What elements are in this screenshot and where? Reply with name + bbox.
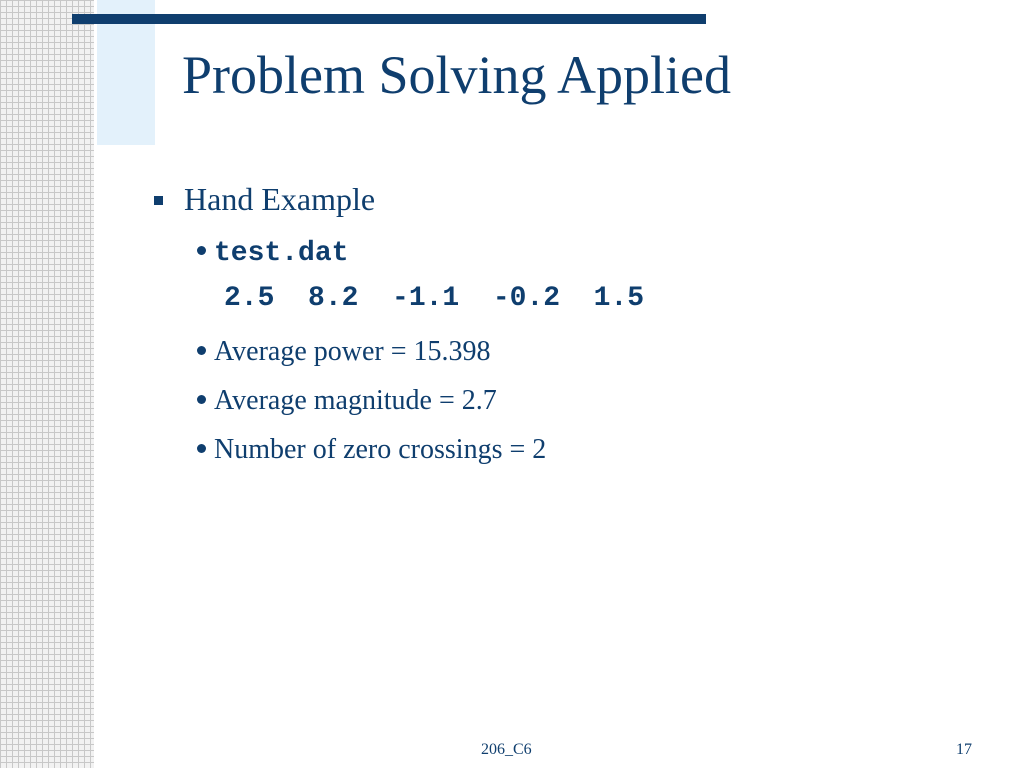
sub-bullet-average-power xyxy=(197,336,491,368)
dot-bullet-icon xyxy=(197,395,206,404)
title-bar xyxy=(72,14,706,24)
sub-bullet-zero-crossings xyxy=(197,434,546,466)
footer-label: 206_C6 xyxy=(481,741,532,758)
dot-bullet-icon xyxy=(197,444,206,453)
dot-bullet-icon xyxy=(197,346,206,355)
slide-title: Problem Solving Applied xyxy=(182,45,732,105)
sub-bullet-average-magnitude xyxy=(197,385,497,417)
result-text: Average magnitude = 2.7 xyxy=(214,385,497,416)
result-text: Average power = 15.398 xyxy=(214,336,491,367)
grid-pattern-strip xyxy=(0,0,94,768)
file-name: test.dat xyxy=(214,238,349,269)
square-bullet-icon xyxy=(154,196,163,205)
sub-bullet-file-name xyxy=(197,236,348,269)
bullet-text: Hand Example xyxy=(184,181,376,217)
page-number: 17 xyxy=(956,741,972,758)
bullet-hand-example xyxy=(154,181,375,218)
result-text: Number of zero crossings = 2 xyxy=(214,434,547,465)
file-data: 2.5 8.2 -1.1 -0.2 1.5 xyxy=(224,283,645,314)
dot-bullet-icon xyxy=(197,246,206,255)
